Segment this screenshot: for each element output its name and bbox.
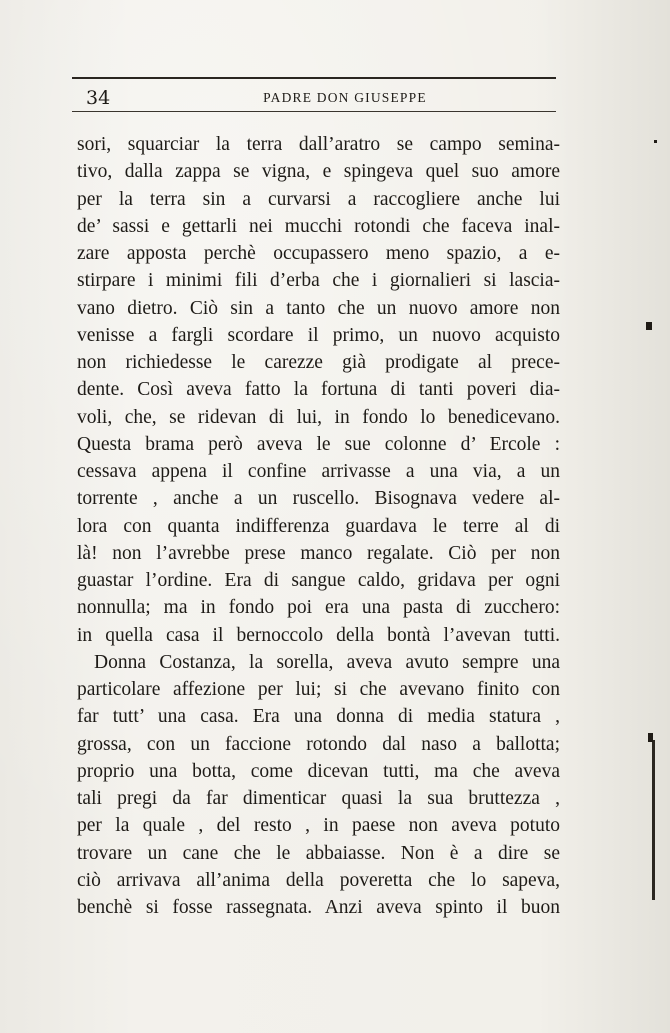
text-line: venisse a fargli scordare il primo, un nuovo acquisto bbox=[77, 324, 560, 346]
text-line: per la quale , del resto , in paese non aveva potuto bbox=[77, 815, 560, 837]
text-line: trovare un cane che le abbaiasse. Non è a dire se bbox=[77, 842, 560, 864]
page-number: 34 bbox=[86, 87, 111, 109]
text-line: sori, squarciar la terra dall’aratro se campo semina- bbox=[77, 134, 560, 155]
text-line: far tutt’ una casa. Era una donna di media statura , bbox=[77, 706, 560, 728]
text-line: proprio una botta, come dicevan tutti, ma che aveva bbox=[77, 760, 560, 782]
scan-speck bbox=[654, 140, 657, 143]
text-line: guastar l’ordine. Era di sangue caldo, gridava per ogni bbox=[77, 570, 560, 591]
text-line: voli, che, se ridevan di lui, in fondo lo benedicevano. bbox=[77, 406, 560, 428]
text-line: zare apposta perchè occupassero meno spazio, a e- bbox=[77, 243, 560, 264]
text-line: per la terra sin a curvarsi a raccogliere anche lui bbox=[77, 188, 560, 210]
text-line: torrente , anche a un ruscello. Bisognava vedere al- bbox=[77, 488, 560, 510]
text-line: cessava appena il confine arrivasse a una via, a un bbox=[77, 461, 560, 482]
text-line: non richiedesse le carezze già prodigate al prece- bbox=[77, 352, 560, 373]
scan-speck bbox=[648, 733, 653, 742]
text-line: tali pregi da far dimenticar quasi la sua bruttezza , bbox=[77, 788, 560, 809]
scan-speck bbox=[646, 322, 652, 330]
text-line: benchè si fosse rassegnata. Anzi aveva spinto il buon bbox=[77, 897, 560, 918]
text-line: là! non l’avrebbe prese manco regalate. Ciò per non bbox=[77, 542, 560, 564]
paragraph-start-line: Donna Costanza, la sorella, aveva avuto sempre una bbox=[94, 651, 560, 673]
header-rule-top bbox=[72, 77, 556, 79]
text-line: particolare affezione per lui; si che avevano finito con bbox=[77, 679, 560, 700]
text-line: ciò arrivava all’anima della poveretta che lo sapeva, bbox=[77, 869, 560, 891]
text-line: tivo, dalla zappa se vigna, e spingeva quel suo amore bbox=[77, 161, 560, 183]
text-line: de’ sassi e gettarli nei mucchi rotondi che faceva inal- bbox=[77, 215, 560, 237]
text-line: vano dietro. Ciò sin a tanto che un nuovo amore non bbox=[77, 297, 560, 319]
body-text bbox=[77, 131, 560, 921]
text-line: in quella casa il bernoccolo della bontà l’avevan tutti. bbox=[77, 624, 560, 646]
text-line: lora con quanta indifferenza guardava le terre al di bbox=[77, 515, 560, 537]
text-line: grossa, con un faccione rotondo dal naso a ballotta; bbox=[77, 733, 560, 755]
running-title: PADRE DON GIUSEPPE bbox=[263, 90, 427, 105]
text-line: Questa brama però aveva le sue colonne d’ Ercole : bbox=[77, 433, 560, 455]
text-line: stirpare i minimi fili d’erba che i giornalieri si lascia- bbox=[77, 270, 560, 292]
text-line: dente. Così aveva fatto la fortuna di tanti poveri dia- bbox=[77, 379, 560, 401]
header-rule-bottom bbox=[72, 111, 556, 112]
page-edge-shadow bbox=[652, 740, 655, 900]
text-line: nonnulla; ma in fondo poi era una pasta di zucchero: bbox=[77, 597, 560, 619]
